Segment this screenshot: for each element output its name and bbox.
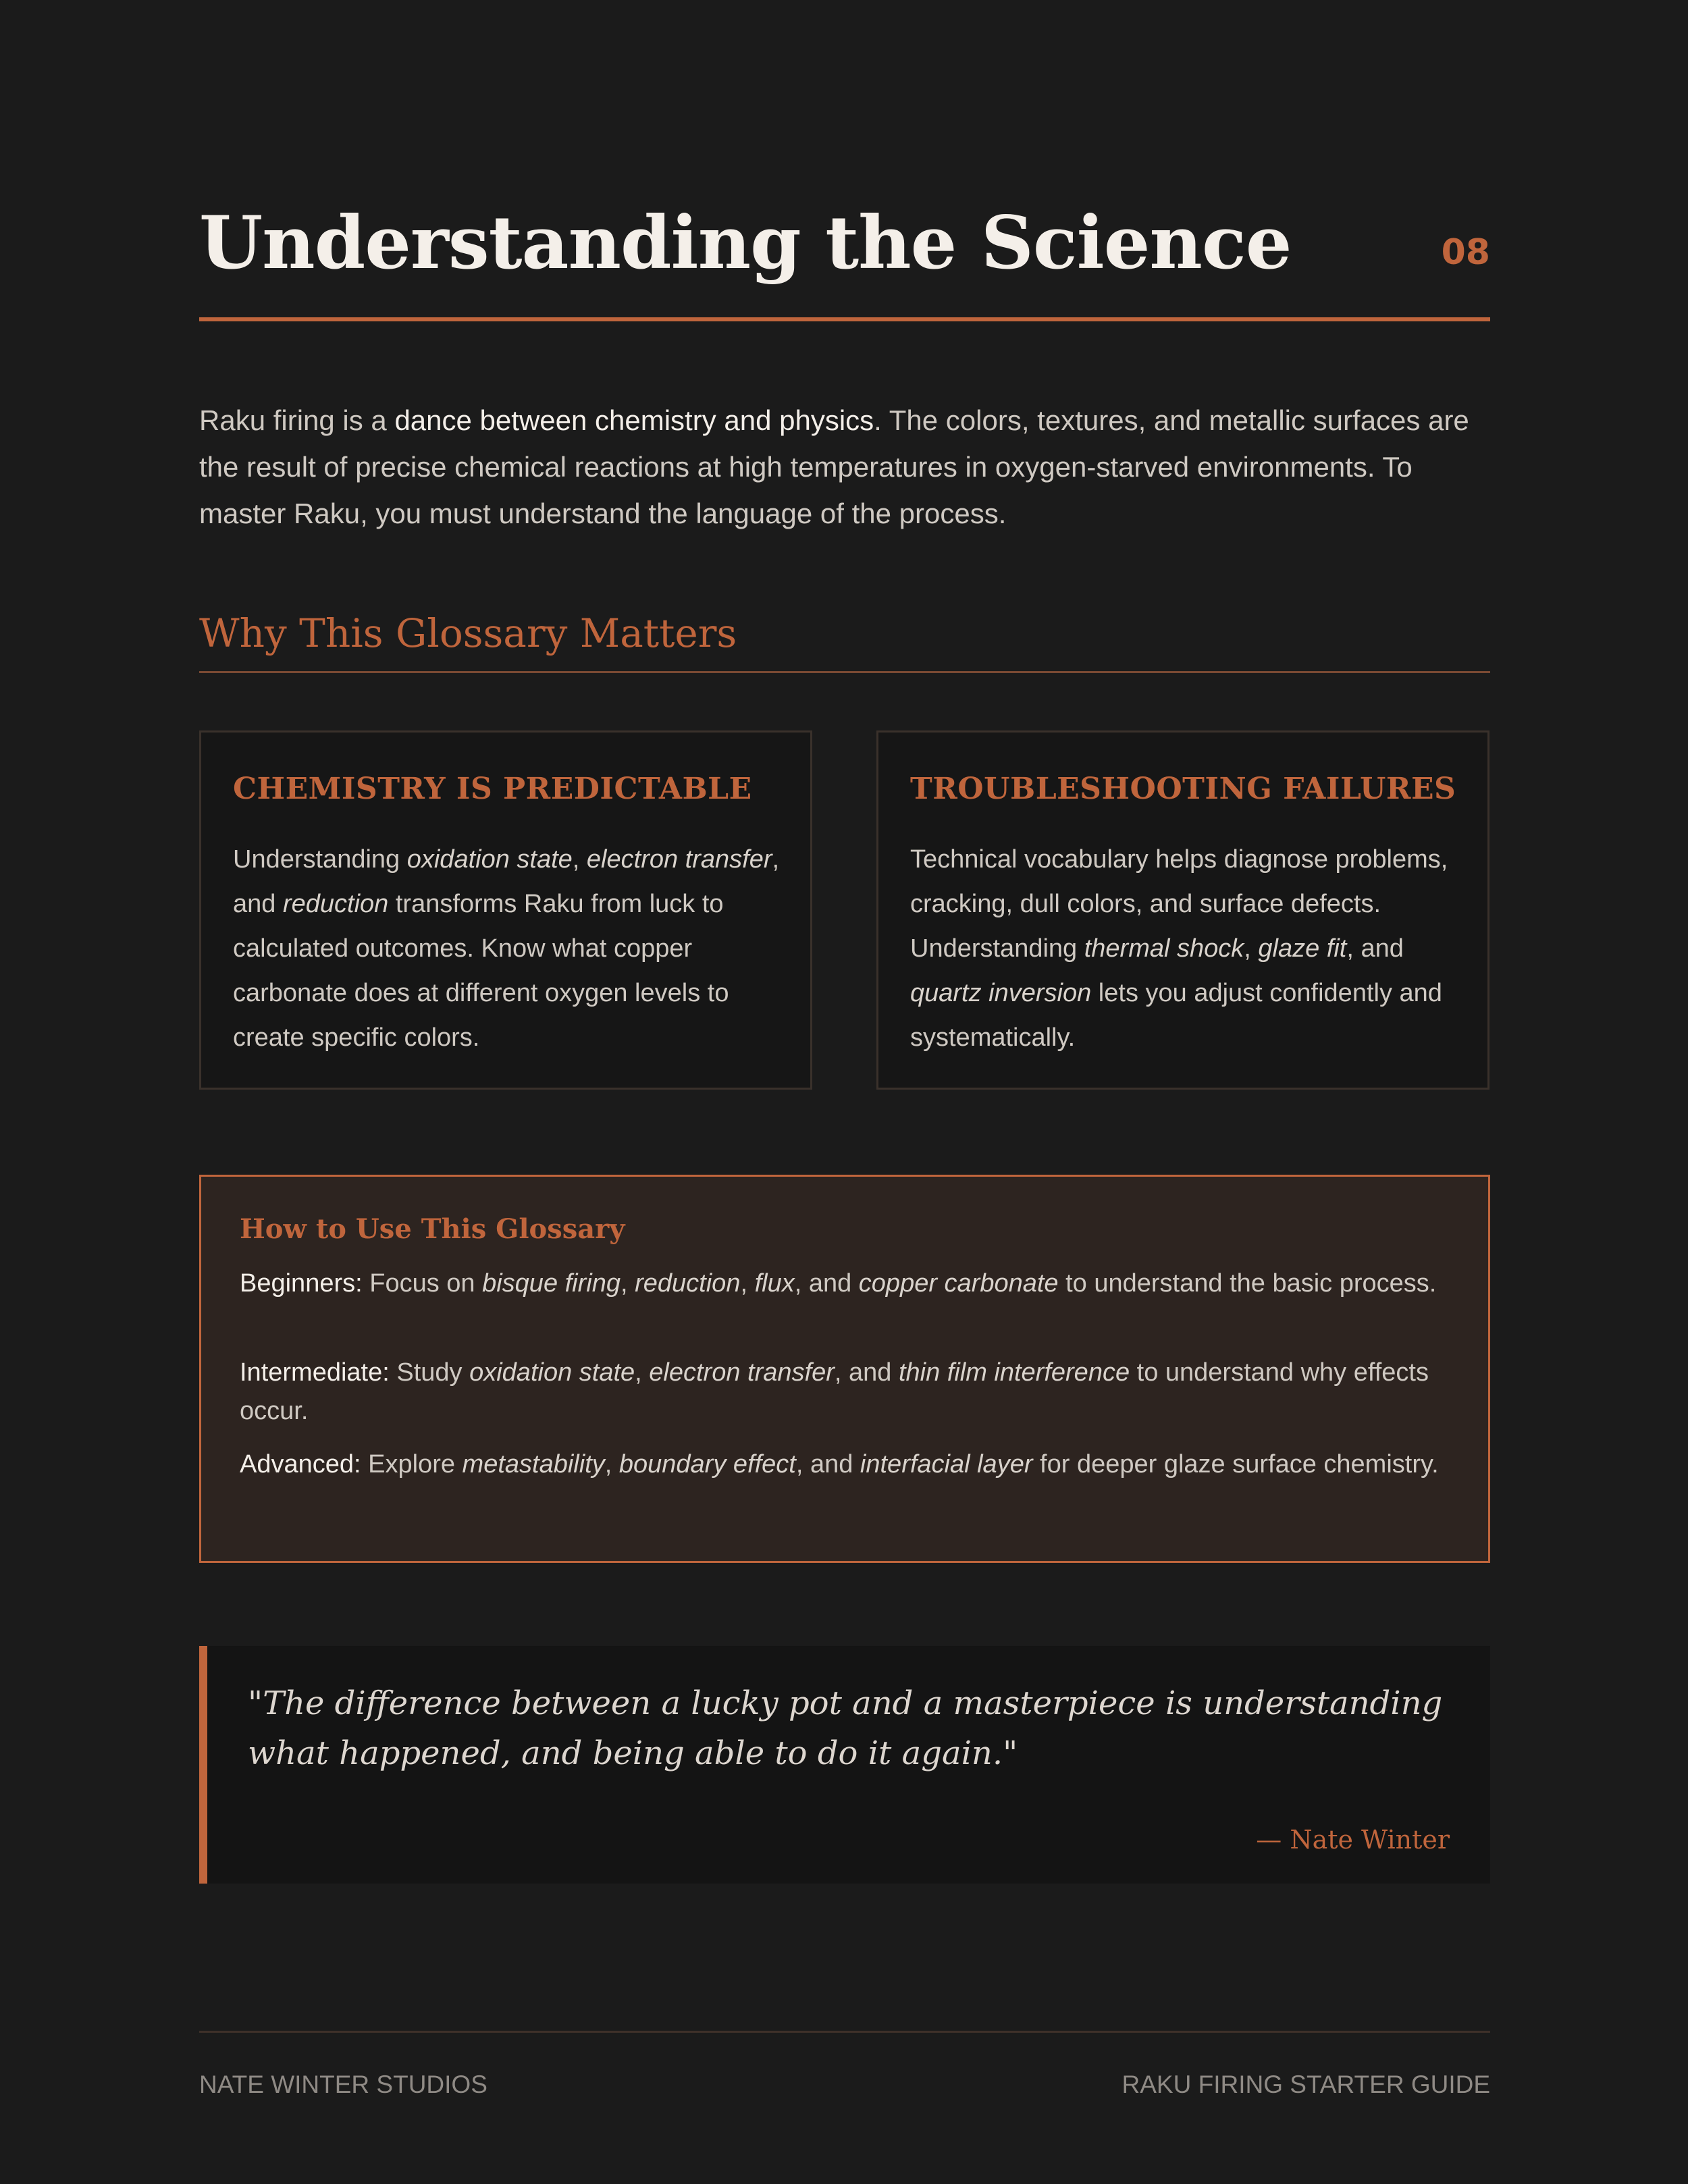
usage-term: metastability: [462, 1450, 605, 1479]
page-number: 08: [1441, 232, 1490, 273]
usage-box: [199, 1175, 1490, 1563]
intro-text-before: Raku firing is a: [199, 404, 395, 436]
card-text: ,: [572, 845, 587, 874]
usage-text: to understand the basic process.: [1058, 1269, 1437, 1298]
intro-text-after: . The colors, textures, and metallic surfaces are the result of precise chemical reactions at high temperatures in oxygen-starved environments. To master Raku, you must understand the language of the process.: [199, 404, 1469, 529]
card-troubleshooting: [876, 730, 1489, 1090]
usage-text: , and: [834, 1358, 899, 1387]
card-body: [233, 837, 787, 1060]
card-term: glaze fit: [1258, 934, 1347, 963]
usage-title: How to Use This Glossary: [240, 1213, 625, 1245]
usage-text: Focus on: [362, 1269, 483, 1298]
page-title: Understanding the Science: [199, 201, 1292, 286]
usage-item-intermediate: [240, 1354, 1442, 1431]
usage-text: Study: [389, 1358, 470, 1387]
usage-text: , and: [794, 1269, 859, 1298]
pull-quote: [199, 1646, 1490, 1884]
usage-term: copper carbonate: [858, 1269, 1059, 1298]
section-heading: [199, 600, 1490, 673]
card-text: Technical vocabulary helps diagnose problems, cracking, dull colors, and surface defects. Understanding: [910, 845, 1448, 963]
card-text: , and: [233, 845, 780, 918]
usage-text: for deeper glaze surface chemistry.: [1032, 1450, 1439, 1479]
card-title: CHEMISTRY IS PREDICTABLE: [233, 772, 752, 806]
card-title: TROUBLESHOOTING FAILURES: [910, 772, 1456, 806]
usage-term: oxidation state: [469, 1358, 635, 1387]
intro-paragraph: [199, 397, 1490, 537]
usage-term: interfacial layer: [860, 1450, 1033, 1479]
usage-level: Advanced:: [240, 1450, 361, 1479]
card-text: ,: [1244, 934, 1259, 963]
footer-guide-title: RAKU FIRING STARTER GUIDE: [1122, 2071, 1490, 2098]
footer-studio-name: NATE WINTER STUDIOS: [199, 2071, 487, 2098]
card-body: [910, 837, 1464, 1060]
page-footer: [199, 2031, 1490, 2107]
usage-text: , and: [795, 1450, 860, 1479]
usage-term: electron transfer: [649, 1358, 835, 1387]
usage-term: boundary effect: [618, 1450, 796, 1479]
usage-text: Explore: [361, 1450, 463, 1479]
usage-term: thin film interference: [898, 1358, 1130, 1387]
usage-level: Beginners:: [240, 1269, 363, 1298]
usage-item-beginners: [240, 1264, 1442, 1303]
usage-level: Intermediate:: [240, 1358, 390, 1387]
quote-author: — Nate Winter: [1256, 1825, 1450, 1855]
quote-text: "The difference between a lucky pot and a masterpiece is understanding what happened, and being able to do it again.": [248, 1684, 1443, 1772]
usage-term: bisque firing: [482, 1269, 621, 1298]
usage-text: ,: [635, 1358, 650, 1387]
usage-text: to understand why effects occur.: [240, 1358, 1429, 1425]
card-term: electron transfer: [586, 845, 772, 874]
card-text: Understanding: [233, 845, 407, 874]
usage-item-advanced: [240, 1445, 1442, 1484]
card-text: lets you adjust confidently and systematically.: [910, 979, 1442, 1052]
intro-highlight: dance between chemistry and physics: [394, 404, 874, 436]
card-text: transforms Raku from luck to calculated outcomes. Know what copper carbonate does at different oxygen levels to create specific colors.: [233, 890, 729, 1052]
page-header: [199, 196, 1490, 321]
card-chemistry: [199, 730, 812, 1090]
usage-term: flux: [754, 1269, 795, 1298]
card-text: , and: [1346, 934, 1404, 963]
card-term: reduction: [282, 890, 389, 918]
usage-text: ,: [740, 1269, 755, 1298]
section-heading-text: Why This Glossary Matters: [199, 610, 737, 656]
usage-text: ,: [621, 1269, 635, 1298]
card-term: quartz inversion: [910, 979, 1092, 1007]
card-term: oxidation state: [406, 845, 573, 874]
card-term: thermal shock: [1084, 934, 1244, 963]
usage-text: ,: [604, 1450, 619, 1479]
usage-term: reduction: [635, 1269, 741, 1298]
